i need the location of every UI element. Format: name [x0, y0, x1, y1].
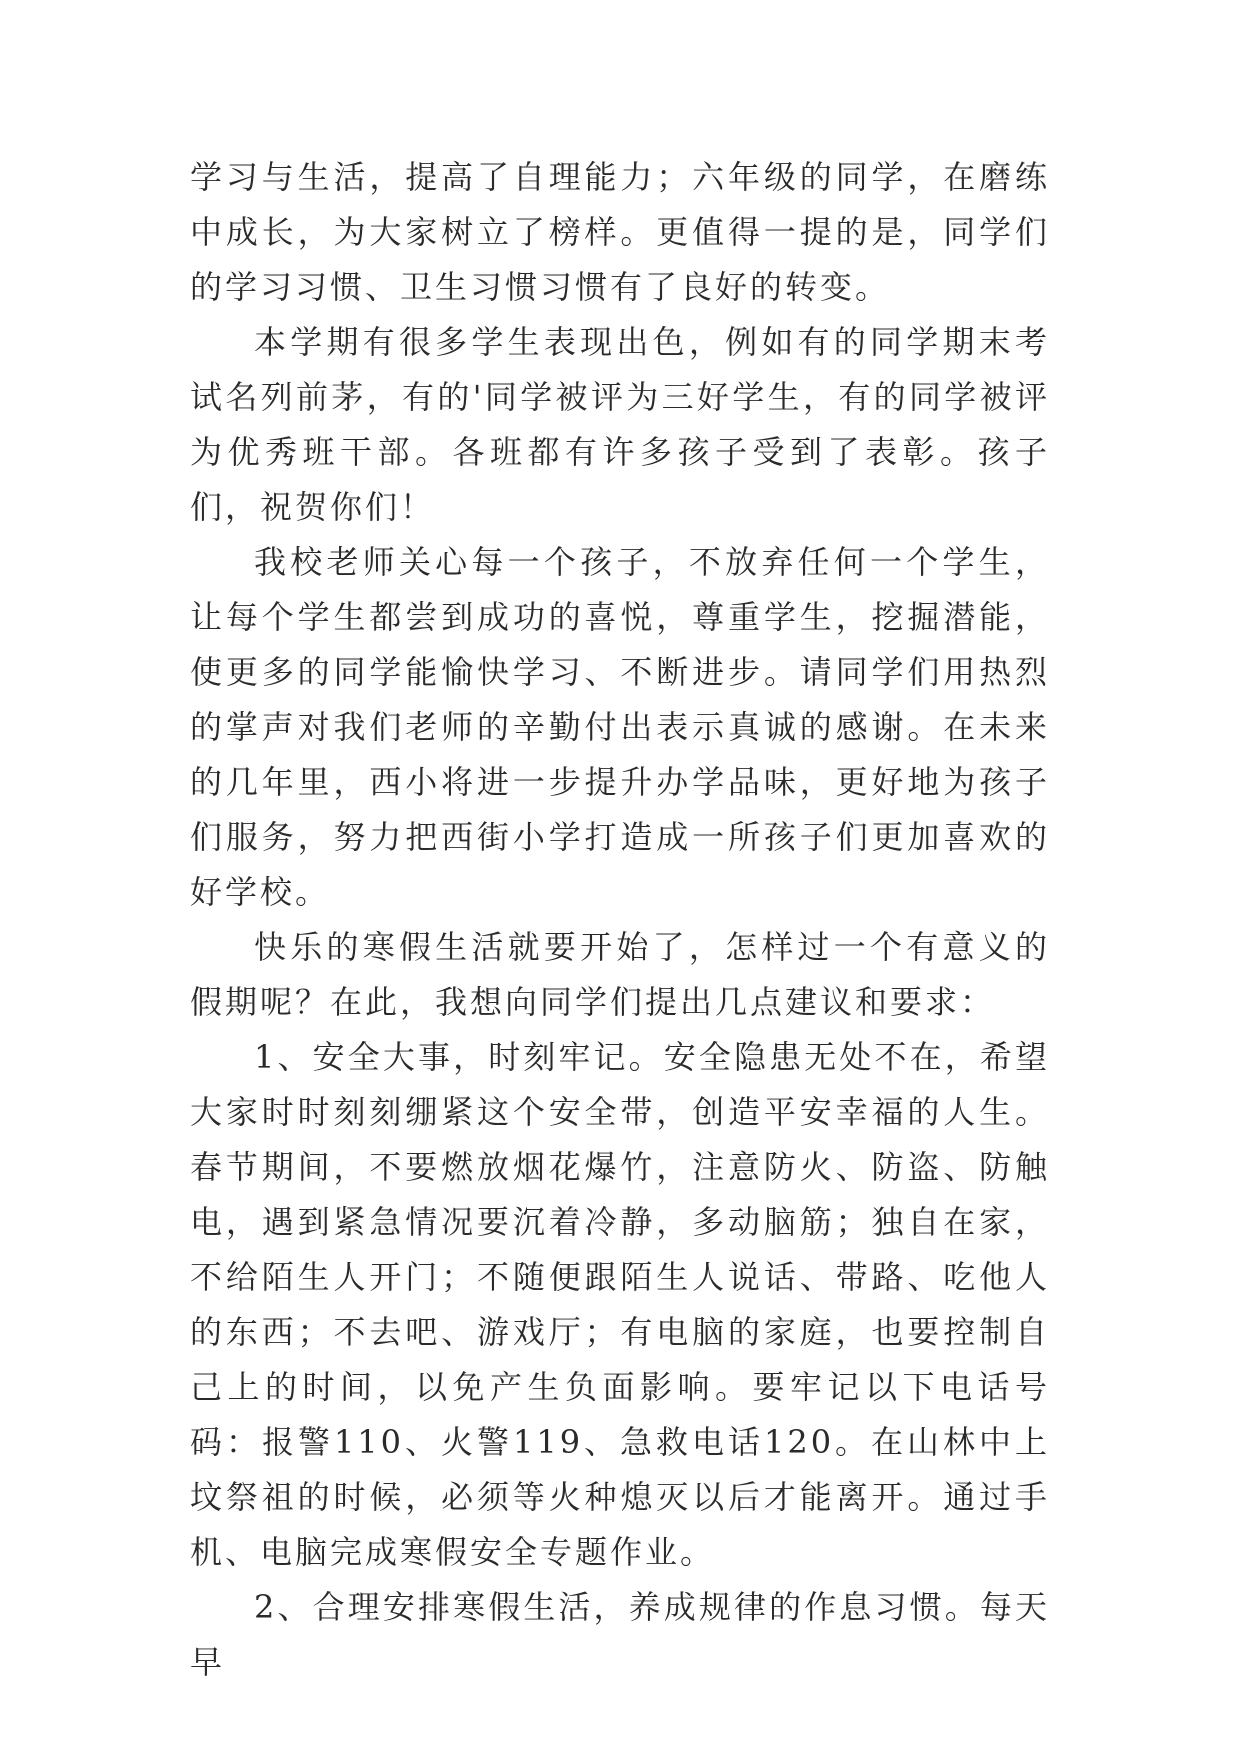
- paragraph-1: 学习与生活，提高了自理能力；六年级的同学，在磨练中成长，为大家树立了榜样。更值得一提的是，同学们的学习习惯、卫生习惯习惯有了良好的转变。: [190, 158, 1050, 306]
- paragraph-2: 本学期有很多学生表现出色，例如有的同学期末考试名列前茅，有的'同学被评为三好学生，有的同学被评为优秀班干部。各班都有许多孩子受到了表彰。孩子们，祝贺你们！: [190, 323, 1050, 526]
- paragraph-6: 2、合理安排寒假生活，养成规律的作息习惯。每天早: [190, 1588, 1050, 1681]
- document-body: [190, 150, 1050, 1690]
- paragraph-5: 1、安全大事，时刻牢记。安全隐患无处不在，希望大家时时刻刻绷紧这个安全带，创造平安幸福的人生。春节期间，不要燃放烟花爆竹，注意防火、防盗、防触电，遇到紧急情况要沉着冷静，多动脑筋；独自在家，不给陌生人开门；不随便跟陌生人说话、带路、吃他人的东西；不去吧、游戏厅；有电脑的家庭，也要控制自己上的时间，以免产生负面影响。要牢记以下电话号码：报警110、火警119、急救电话120。在山林中上坟祭祖的时候，必须等火种熄灭以后才能离开。通过手机、电脑完成寒假安全专题作业。: [190, 1038, 1050, 1571]
- paragraph-4: 快乐的寒假生活就要开始了，怎样过一个有意义的假期呢？在此，我想向同学们提出几点建议和要求：: [190, 928, 1050, 1021]
- paragraph-3: 我校老师关心每一个孩子，不放弃任何一个学生，让每个学生都尝到成功的喜悦，尊重学生，挖掘潜能，使更多的同学能愉快学习、不断进步。请同学们用热烈的掌声对我们老师的辛勤付出表示真诚的感谢。在未来的几年里，西小将进一步提升办学品味，更好地为孩子们服务，努力把西街小学打造成一所孩子们更加喜欢的好学校。: [190, 543, 1050, 911]
